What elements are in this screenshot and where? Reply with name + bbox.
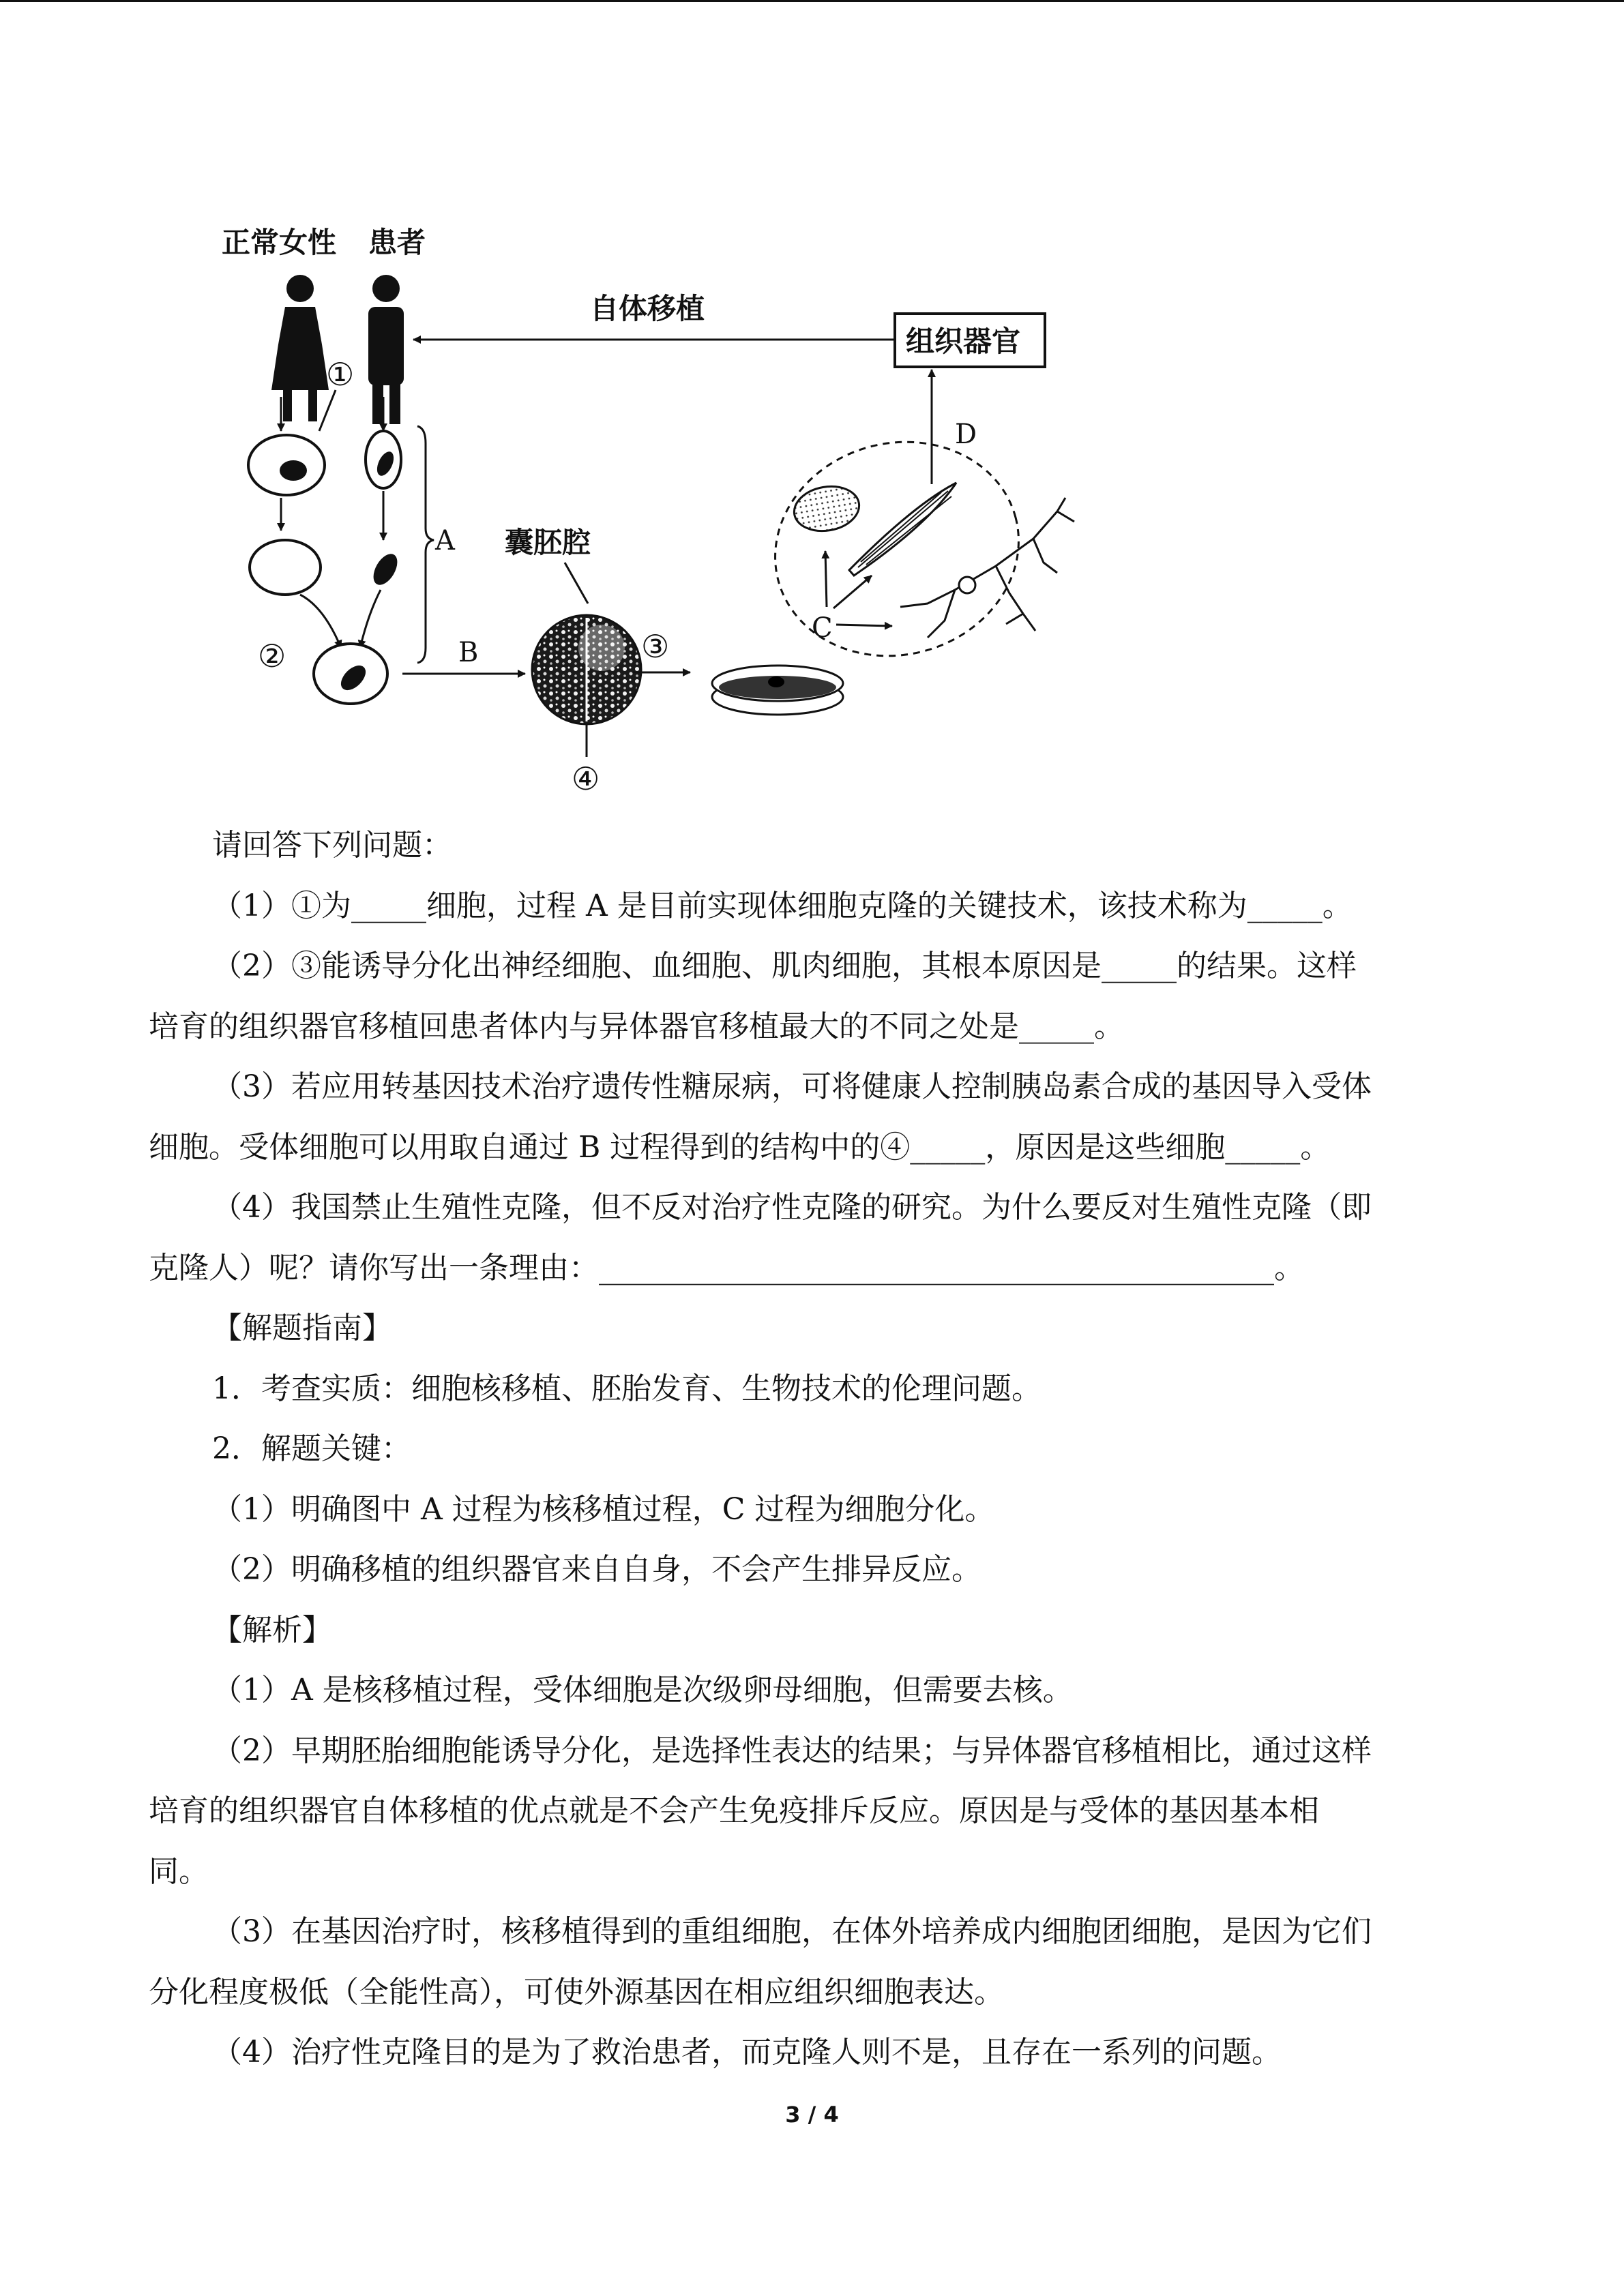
heading-analysis: 【解析】 bbox=[212, 1612, 332, 1648]
cloning-diagram-svg bbox=[205, 211, 1091, 798]
analysis-2: （2）早期胚胎细胞能诱导分化，是选择性表达的结果；与异体器官移植相比，通过这样 bbox=[212, 1733, 1372, 1768]
label-tissue-organ: 组织器官 bbox=[906, 325, 1021, 358]
guide-key-1: （1）明确图中 A 过程为核移植过程，C 过程为细胞分化。 bbox=[212, 1491, 995, 1527]
label-normal-female: 正常女性 bbox=[222, 226, 337, 259]
heading-guide: 【解题指南】 bbox=[212, 1311, 392, 1345]
cloning-diagram bbox=[205, 211, 1091, 798]
enucleated-oocyte bbox=[250, 540, 321, 595]
guide-key-2: （2）明确移植的组织器官来自自身，不会产生排异反应。 bbox=[212, 1552, 981, 1587]
label-blastocoel: 囊胚腔 bbox=[505, 526, 591, 559]
guide-item-2: 2．解题关键： bbox=[212, 1431, 411, 1466]
label-circled-3: ③ bbox=[641, 628, 670, 665]
question-3: （3）若应用转基因技术治疗遗传性糖尿病，可将健康人控制胰岛素合成的基因导入受体 bbox=[212, 1069, 1372, 1104]
patient-figure-icon bbox=[368, 275, 404, 424]
analysis-2-cont: 培育的组织器官自体移植的优点就是不会产生免疫排斥反应。原因是与受体的基因基本相 bbox=[149, 1793, 1319, 1828]
top-border-line bbox=[0, 0, 1624, 2]
question-1: （1）①为_____细胞，过程 A 是目前实现体细胞克隆的关键技术，该技术称为_____。 bbox=[212, 888, 1353, 923]
question-4-cont: 克隆人）呢？请你写出一条理由：_____________________________________________。 bbox=[149, 1250, 1304, 1285]
question-content bbox=[149, 816, 1475, 2083]
label-A: A bbox=[435, 525, 455, 556]
label-circled-4: ④ bbox=[572, 760, 600, 797]
donor-nucleus bbox=[368, 550, 402, 588]
analysis-1: （1）A 是核移植过程，受体细胞是次级卵母细胞，但需要去核。 bbox=[212, 1673, 1073, 1708]
label-circled-2: ② bbox=[258, 638, 286, 674]
culture-dish bbox=[712, 666, 843, 715]
question-2: （2）③能诱导分化出神经细胞、血细胞、肌肉细胞，其根本原因是_____的结果。这样 bbox=[212, 949, 1357, 983]
text-line-prompt: 请回答下列问题： bbox=[212, 828, 452, 863]
guide-item-1: 1．考查实质：细胞核移植、胚胎发育、生物技术的伦理问题。 bbox=[212, 1371, 1042, 1406]
analysis-4: （4）治疗性克隆目的是为了救治患者，而克隆人则不是，且存在一系列的问题。 bbox=[212, 2035, 1282, 2070]
label-patient: 患者 bbox=[368, 226, 426, 259]
question-3-cont: 细胞。受体细胞可以用取自通过 B 过程得到的结构中的④_____，原因是这些细胞_____。 bbox=[149, 1129, 1331, 1165]
label-B: B bbox=[458, 637, 479, 668]
question-2-cont: 培育的组织器官移植回患者体内与异体器官移植最大的不同之处是_____。 bbox=[149, 1009, 1124, 1044]
page-number: 3 / 4 bbox=[785, 2102, 839, 2128]
analysis-2-end: 同。 bbox=[149, 1853, 209, 1889]
label-autotransplant: 自体移植 bbox=[590, 292, 705, 325]
analysis-3: （3）在基因治疗时，核移植得到的重组细胞，在体外培养成内细胞团细胞，是因为它们 bbox=[212, 1914, 1372, 1949]
analysis-3-cont: 分化程度极低（全能性高），可使外源基因在相应组织细胞表达。 bbox=[149, 1974, 1004, 2010]
label-D: D bbox=[955, 419, 977, 450]
label-C: C bbox=[812, 612, 833, 644]
label-circled-1: ① bbox=[326, 356, 355, 393]
question-4: （4）我国禁止生殖性克隆，但不反对治疗性克隆的研究。为什么要反对生殖性克隆（即 bbox=[212, 1190, 1372, 1225]
differentiated-cells-region bbox=[751, 415, 1043, 683]
